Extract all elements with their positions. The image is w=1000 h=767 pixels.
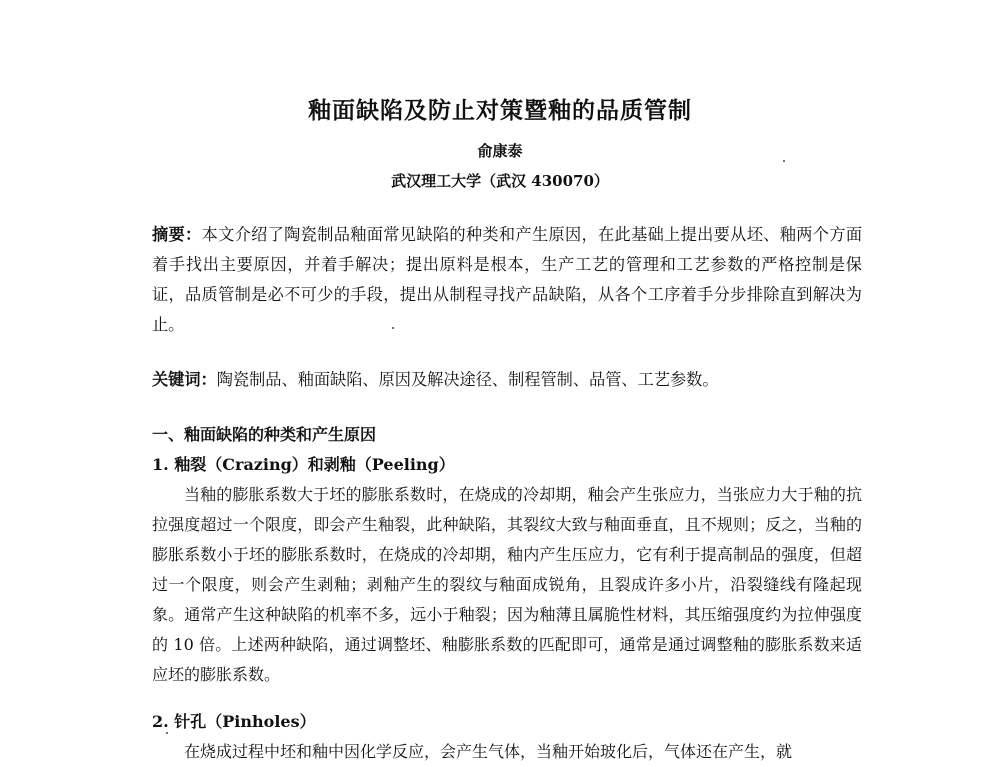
scan-speck: [392, 327, 394, 329]
keywords-text: 陶瓷制品、釉面缺陷、原因及解决途径、制程管制、品管、工艺参数。: [216, 370, 719, 389]
keywords-label: 关键词：: [152, 370, 217, 389]
abstract-label: 摘要：: [152, 225, 202, 244]
paper-affiliation: 武汉理工大学（武汉 430070）: [391, 172, 609, 190]
scan-speck: [783, 160, 785, 162]
subsection-1-heading: 1. 釉裂（Crazing）和剥釉（Peeling）: [152, 455, 455, 474]
section-1-heading: 一、釉面缺陷的种类和产生原因: [152, 425, 377, 444]
paper-title: 釉面缺陷及防止对策暨釉的品质管制: [308, 97, 692, 124]
subsection-2-body: 在烧成过程中坯和釉中因化学反应，会产生气体，当釉开始玻化后，气体还在产生，就: [184, 742, 793, 761]
keywords: [152, 365, 862, 395]
subsection-1-body: 当釉的膨胀系数大于坯的膨胀系数时，在烧成的冷却期，釉会产生张应力，当张应力大于釉的抗拉强度超过一个限度，即会产生釉裂，此种缺陷，其裂纹大致与釉面垂直，且不规则；反之，当釉的膨胀系数小于坯的膨胀系数时，在烧成的冷却期，釉内产生压应力，它有利于提高制品的强度，但超过一个限度，则会产生剥釉；剥釉产生的裂纹与釉面成锐角，且裂成许多小片，沿裂缝线有隆起现象。通常产生这种缺陷的机率不多，远小于釉裂；因为釉薄且属脆性材料，其压缩强度约为拉伸强度的 10 倍。上述两种缺陷，通过调整坯、釉膨胀系数的匹配即可，通常是通过调整釉的膨胀系数来适应坯的膨胀系数。: [152, 485, 862, 684]
subsection-2-heading: 2. 针孔（Pinholes）: [152, 712, 316, 731]
abstract-text: 本文介绍了陶瓷制品釉面常见缺陷的种类和产生原因，在此基础上提出要从坯、釉两个方面着手找出主要原因，并着手解决；提出原料是根本，生产工艺的管理和工艺参数的严格控制是保证，品质管制是必不可少的手段，提出从制程寻找产品缺陷，从各个工序着手分步排除直到解决为止。: [152, 225, 863, 334]
scan-speck: [166, 732, 168, 734]
abstract: [152, 220, 862, 340]
paper-author: 俞康泰: [477, 142, 523, 160]
